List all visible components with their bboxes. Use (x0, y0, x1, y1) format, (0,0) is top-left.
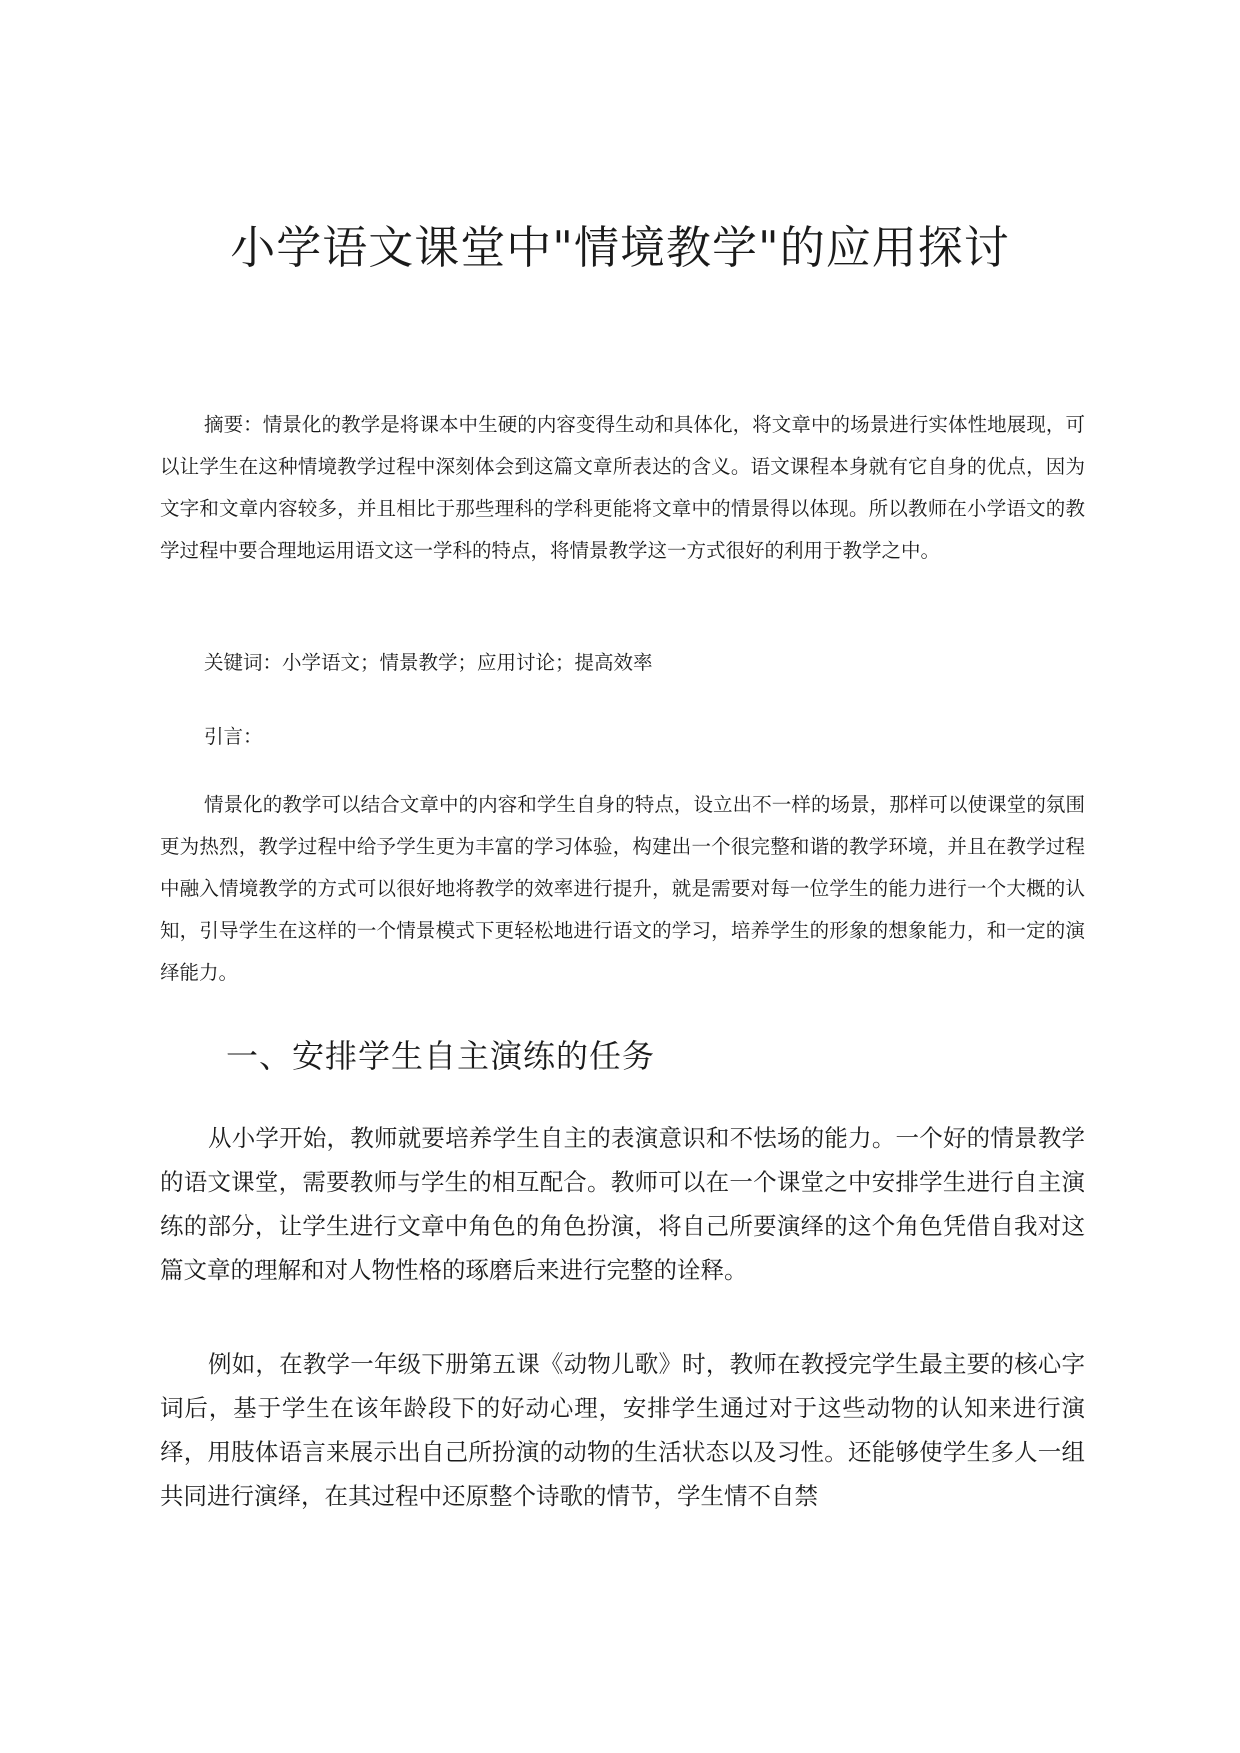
abstract-label: 摘要： (204, 413, 263, 436)
abstract-text: 情景化的教学是将课本中生硬的内容变得生动和具体化，将文章中的场景进行实体性地展现，可以让学生在这种情境教学过程中深刻体会到这篇文章所表达的含义。语文课程本身就有它自身的优点，因为文字和文章内容较多，并且相比于那些理科的学科更能将文章中的情景得以体现。所以教师在小学语文的教学过程中要合理地运用语文这一学科的特点，将情景教学这一方式很好的利用于教学之中。 (160, 413, 1085, 562)
paper-title: 小学语文课堂中"情境教学"的应用探讨 (230, 221, 1010, 274)
section-heading: 一、安排学生自主演练的任务 (226, 1037, 656, 1075)
body-paragraph: 从小学开始，教师就要培养学生自主的表演意识和不怯场的能力。一个好的情景教学的语文课堂，需要教师与学生的相互配合。教师可以在一个课堂之中安排学生进行自主演练的部分，让学生进行文章中角色的角色扮演，将自己所要演绎的这个角色凭借自我对这篇文章的理解和对人物性格的琢磨后来进行完整的诠释。 (160, 1124, 1085, 1284)
keywords-label: 关键词： (204, 651, 283, 674)
introduction-label: 引言： (204, 725, 263, 748)
abstract-paragraph (160, 404, 1085, 572)
body-paragraph: 例如，在教学一年级下册第五课《动物儿歌》时，教师在教授完学生最主要的核心字词后，基于学生在该年龄段下的好动心理，安排学生通过对于这些动物的认知来进行演绎，用肢体语言来展示出自己所扮演的动物的生活状态以及习性。还能够使学生多人一组共同进行演绎，在其过程中还原整个诗歌的情节，学生情不自禁 (160, 1350, 1085, 1510)
keywords-paragraph (160, 642, 1085, 684)
keywords-text: 小学语文；情景教学；应用讨论；提高效率 (282, 651, 653, 674)
introduction-paragraph: 情景化的教学可以结合文章中的内容和学生自身的特点，设立出不一样的场景，那样可以使课堂的氛围更为热烈，教学过程中给予学生更为丰富的学习体验，构建出一个很完整和谐的教学环境，并且在教学过程中融入情境教学的方式可以很好地将教学的效率进行提升，就是需要对每一位学生的能力进行一个大概的认知，引导学生在这样的一个情景模式下更轻松地进行语文的学习，培养学生的形象的想象能力，和一定的演绎能力。 (160, 793, 1085, 984)
